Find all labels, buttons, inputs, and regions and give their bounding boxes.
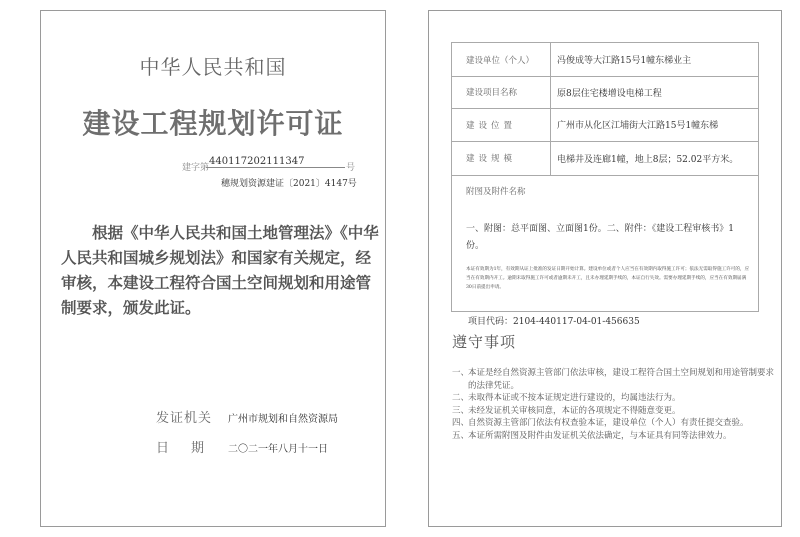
date-label: 日期 (156, 441, 227, 456)
table-row-project-name (452, 76, 758, 109)
list-item (452, 417, 774, 430)
notice-number: 四、 (452, 418, 470, 428)
certificate-number-suffix: 号 (346, 163, 356, 173)
certificate-detail-page (428, 10, 782, 527)
scale-label: 建设规模 (452, 141, 551, 175)
notice-text: 自然资源主管部门依法有权查验本证，建设单位（个人）有责任提交查验。 (468, 418, 749, 428)
list-item (452, 367, 774, 392)
project-code: 项目代码：2104-440117-04-01-456635 (468, 317, 640, 327)
location-value: 广州市从化区江埔街大江路15号1幢东梯 (557, 121, 719, 131)
table-row-builder (452, 43, 758, 77)
attachments-label: 附图及附件名称 (466, 187, 526, 197)
notice-text: 未取得本证或不按本证规定进行建设的，均属违法行为。 (468, 393, 681, 403)
location-label: 建设位置 (452, 108, 551, 141)
list-item (452, 405, 774, 418)
table-row-location (452, 108, 758, 142)
attachments-content: 一、附图：总平面图、立面图1份。二、附件：《建设工程审核书》1份。 (466, 224, 734, 251)
notice-number: 一、 (452, 368, 470, 378)
builder-label: 建设单位（个人） (452, 43, 551, 76)
certificate-number-prefix: 建字第 (182, 163, 210, 173)
certificate-title: 建设工程规划许可证 (82, 107, 344, 140)
notice-text: 本证是经自然资源主管部门依法审核，建设工程符合国土空间规划和用途管制要求的法律凭证。 (468, 368, 775, 391)
notice-number: 三、 (452, 405, 470, 416)
list-item (452, 430, 774, 443)
table-row-scale (452, 141, 758, 176)
notice-text: 本证所需附图及附件由发证机关依法确定，与本证具有同等法律效力。 (468, 430, 732, 441)
notice-number: 二、 (452, 393, 470, 403)
notice-number: 五、 (452, 430, 470, 441)
builder-value: 冯俊成等大江路15号1幢东梯业主 (557, 56, 692, 66)
notice-list (452, 367, 774, 442)
certificate-cover-page (40, 10, 386, 527)
issuer-value: 广州市规划和自然资源局 (228, 414, 338, 425)
attachments-section (452, 175, 758, 311)
issuer-label: 发证机关 (156, 411, 213, 426)
scale-value: 电梯井及连廊1幢，地上8层；52.02平方米。 (557, 154, 739, 165)
project-name-label: 建设项目名称 (452, 76, 551, 108)
issue-date: 二〇二一年八月十一日 (228, 444, 328, 455)
project-info-table (451, 42, 759, 312)
project-name-value: 原8层住宅楼增设电梯工程 (557, 88, 662, 99)
validity-note: 本证有效期为1年，有效期从证上批准的发证日期开始计算。建设单位或者个人应当在有效期内取得施工许可；依法无需取得施工许可的，应当在有效期内开工。逾期未取得施工许可或者逾期未开工，且未办理延期手续的，本证自行失效。需要办理延期手续的，应当在有效期届满30日前提出申请。 (466, 267, 750, 290)
certificate-number-row (182, 156, 357, 172)
list-item (452, 392, 774, 405)
certificate-code: 穗规划资源建证〔2021〕4147号 (221, 179, 357, 189)
certificate-number: 440117202111347 (206, 156, 345, 168)
certificate-statement: 根据《中华人民共和国土地管理法》《中华人民共和国城乡规划法》和国家有关规定，经审核，本建设工程符合国土空间规划和用途管制要求，颁发此证。 (61, 224, 379, 317)
notice-text: 未经发证机关审核同意，本证的各项规定不得随意变更。 (468, 405, 681, 416)
country-name: 中华人民共和国 (139, 55, 287, 79)
notice-title: 遵守事项 (452, 333, 517, 351)
